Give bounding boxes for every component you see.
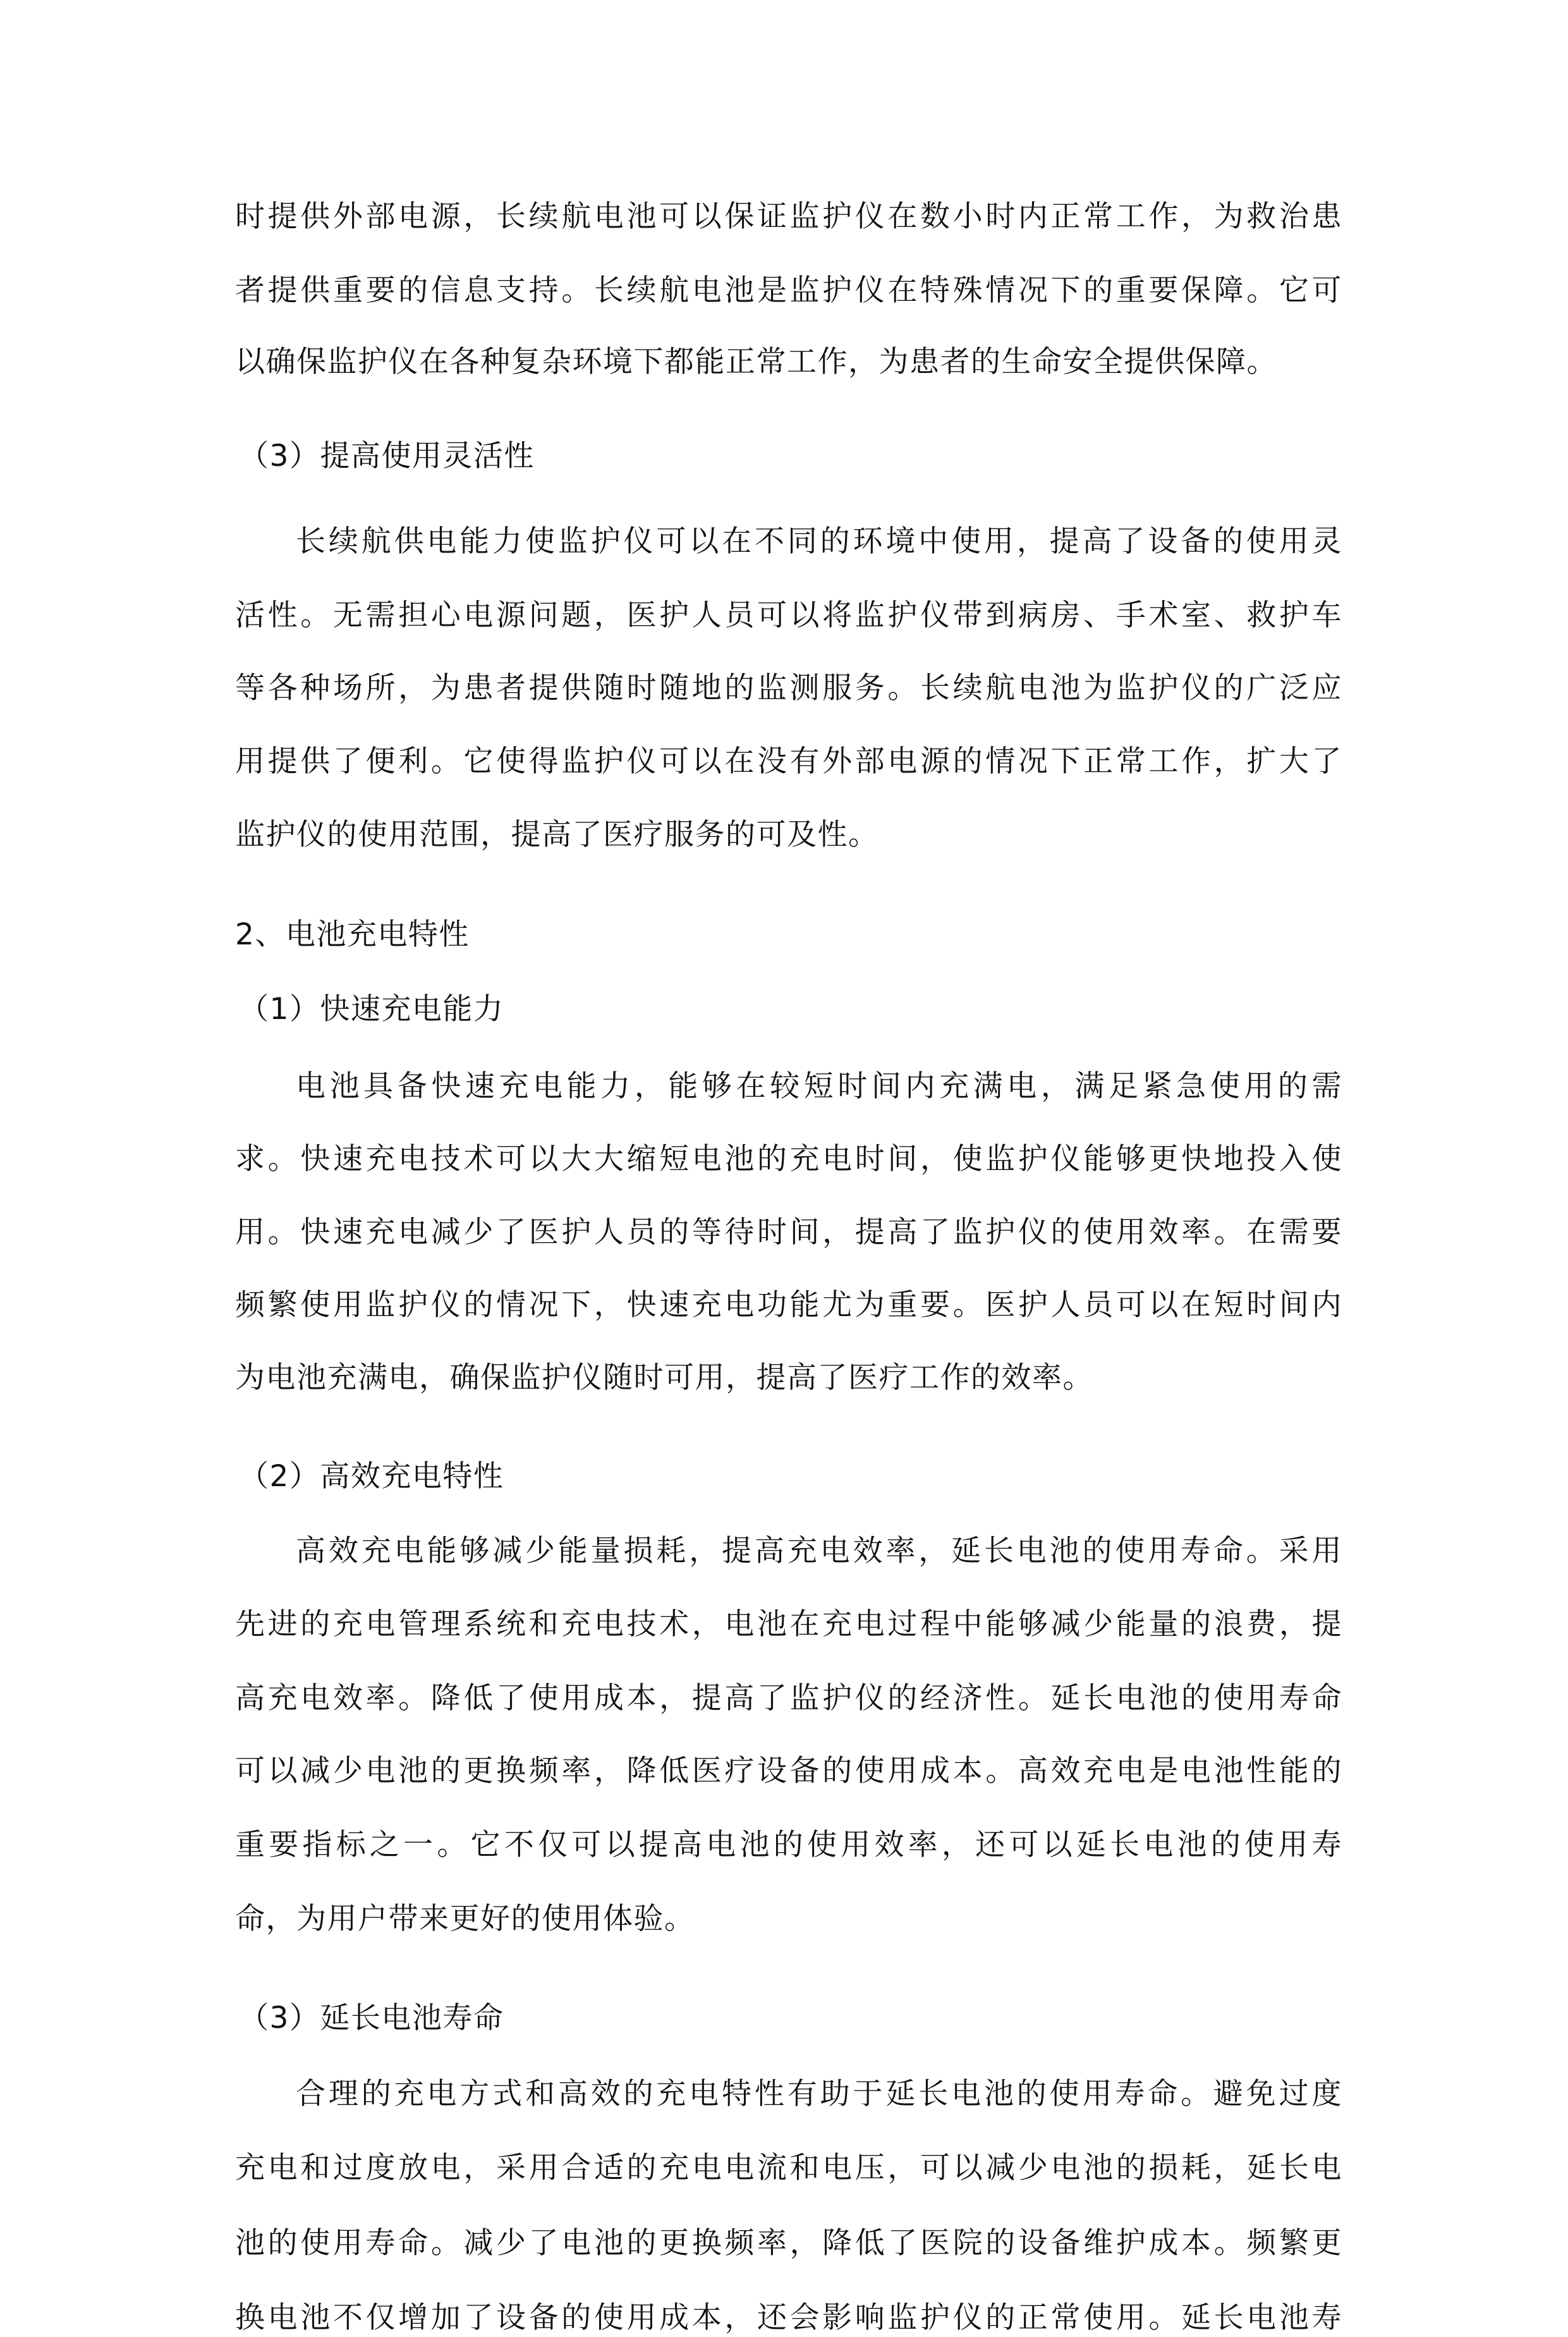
paragraph-line: 命，为用户带来更好的使用体验。 <box>235 1901 695 1936</box>
paragraph-line: 者提供重要的信息支持。长续航电池是监护仪在特殊情况下的重要保障。它可 <box>235 273 1342 308</box>
paragraph-line: 以确保监护仪在各种复杂环境下都能正常工作，为患者的生命安全提供保障。 <box>235 345 1277 379</box>
section-heading: （3）延长电池寿命 <box>239 2001 504 2035</box>
paragraph-line: 时提供外部电源，长续航电池可以保证监护仪在数小时内正常工作，为救治患 <box>235 199 1342 234</box>
chapter-heading: 2、电池充电特性 <box>235 917 470 952</box>
paragraph-line: 长续航供电能力使监护仪可以在不同的环境中使用，提高了设备的使用灵 <box>296 524 1342 559</box>
paragraph-line: 活性。无需担心电源问题，医护人员可以将监护仪带到病房、手术室、救护车 <box>235 598 1342 633</box>
paragraph-line: 求。快速充电技术可以大大缩短电池的充电时间，使监护仪能够更快地投入使 <box>235 1142 1342 1176</box>
paragraph-line: 等各种场所，为患者提供随时随地的监测服务。长续航电池为监护仪的广泛应 <box>235 671 1342 705</box>
paragraph-line: 电池具备快速充电能力，能够在较短时间内充满电，满足紧急使用的需 <box>296 1069 1342 1104</box>
paragraph-line: 池的使用寿命。减少了电池的更换频率，降低了医院的设备维护成本。频繁更 <box>235 2226 1342 2261</box>
paragraph-line: 充电和过度放电，采用合适的充电电流和电压，可以减少电池的损耗，延长电 <box>235 2151 1342 2185</box>
paragraph-line: 高充电效率。降低了使用成本，提高了监护仪的经济性。延长电池的使用寿命 <box>235 1681 1342 1716</box>
section-heading: （2）高效充电特性 <box>239 1459 504 1494</box>
section-heading: （3）提高使用灵活性 <box>239 439 535 473</box>
paragraph-line: 高效充电能够减少能量损耗，提高充电效率，延长电池的使用寿命。采用 <box>296 1534 1342 1568</box>
paragraph-line: 监护仪的使用范围，提高了医疗服务的可及性。 <box>235 817 879 852</box>
paragraph-line: 重要指标之一。它不仅可以提高电池的使用效率，还可以延长电池的使用寿 <box>235 1827 1342 1862</box>
paragraph-line: 换电池不仅增加了设备的使用成本，还会影响监护仪的正常使用。延长电池寿 <box>235 2300 1342 2335</box>
paragraph-line: 为电池充满电，确保监护仪随时可用，提高了医疗工作的效率。 <box>235 1360 1093 1395</box>
paragraph-line: 合理的充电方式和高效的充电特性有助于延长电池的使用寿命。避免过度 <box>296 2077 1342 2111</box>
section-heading: （1）快速充电能力 <box>239 992 504 1027</box>
paragraph-line: 先进的充电管理系统和充电技术，电池在充电过程中能够减少能量的浪费，提 <box>235 1607 1342 1642</box>
paragraph-line: 频繁使用监护仪的情况下，快速充电功能尤为重要。医护人员可以在短时间内 <box>235 1288 1342 1322</box>
paragraph-line: 可以减少电池的更换频率，降低医疗设备的使用成本。高效充电是电池性能的 <box>235 1754 1342 1788</box>
paragraph-line: 用提供了便利。它使得监护仪可以在没有外部电源的情况下正常工作，扩大了 <box>235 744 1342 779</box>
paragraph-line: 用。快速充电减少了医护人员的等待时间，提高了监护仪的使用效率。在需要 <box>235 1215 1342 1250</box>
